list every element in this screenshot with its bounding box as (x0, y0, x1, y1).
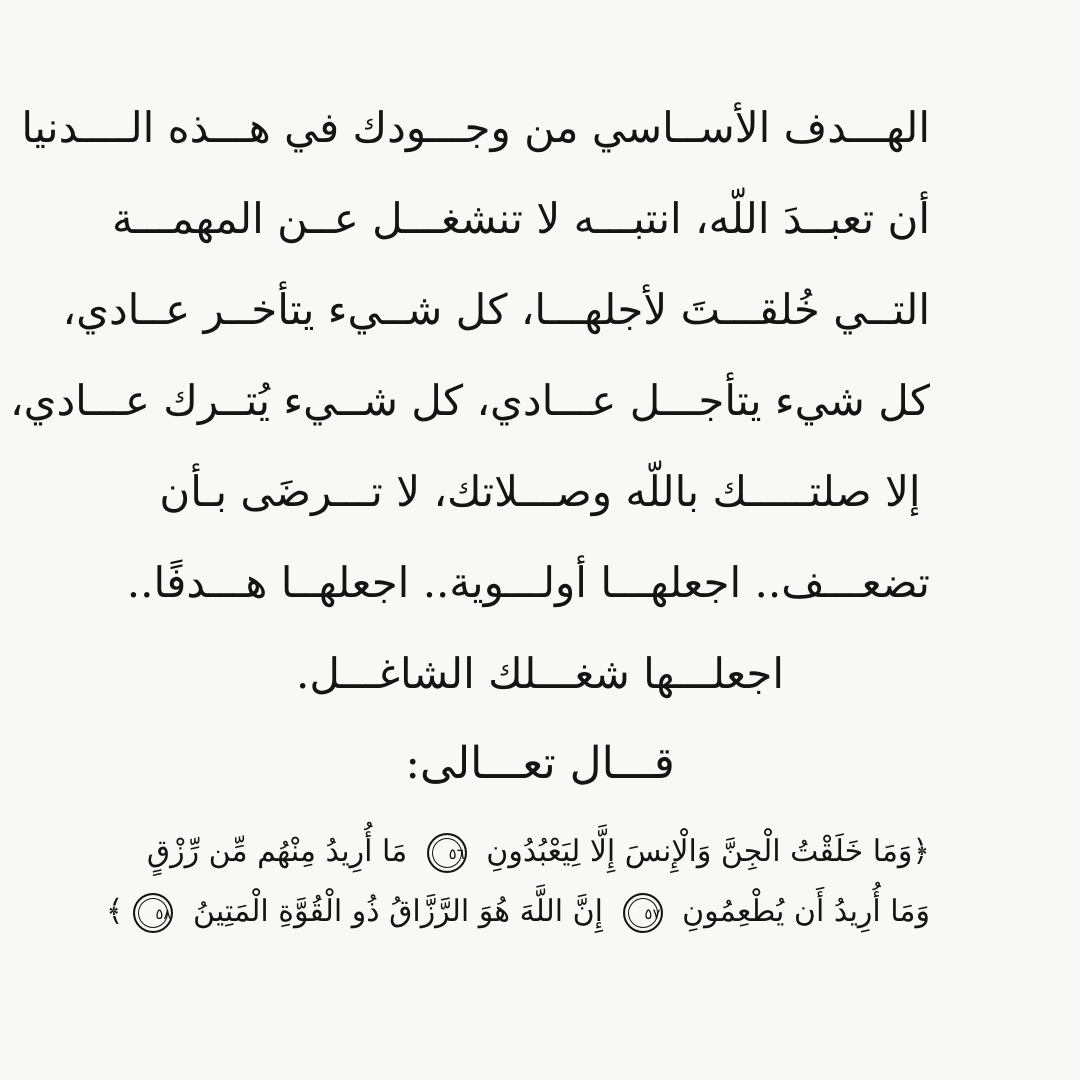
quran-line-2 (105, 882, 930, 942)
main-paragraph (10, 88, 930, 725)
paragraph-line: الهـــدف الأســاسي من وجـــودك في هـــذه الــــدنيا (21, 103, 930, 152)
paragraph-line: تضعـــف.. اجعلهـــا أولـــوية.. اجعلهــا هـــدفًا.. (126, 558, 930, 607)
verse-heading: قـــال تعـــالى: (405, 738, 675, 789)
verse-text: وَمَا أُرِيدُ أَن يُطْعِمُونِ (682, 894, 930, 929)
paragraph-line: كل شيء يتأجـــل عـــادي، كل شــيء يُتــرك عـــادي، (10, 376, 930, 425)
ayah-number-icon: ٥٦ (427, 833, 467, 873)
verse-text: مَا أُرِيدُ مِنْهُم مِّن رِّزْقٍ (146, 834, 408, 869)
ayah-number-icon: ٥٨ (133, 893, 173, 933)
paragraph-line: التــي خُلقـــتَ لأجلهـــا، كل شــيء يتأخــر عــادي، (62, 285, 930, 334)
ornate-close-bracket: ﴾ (105, 894, 124, 929)
paragraph-line: اجعلـــها شغـــلك الشاغـــل. (295, 649, 784, 698)
quran-verses (105, 822, 930, 942)
ayah-number-icon: ٥٧ (623, 893, 663, 933)
ornate-open-bracket: ﴿ (912, 834, 930, 869)
paragraph-line: إلا صلتـــــك باللّه وصـــلاتك، لا تـــرضَى بـأن (159, 467, 921, 516)
paragraph-line: أن تعبــدَ اللّه، انتبـــه لا تنشغـــل عــن المهمـــة (111, 194, 930, 243)
quran-line-1 (146, 822, 930, 882)
verse-text: إِنَّ اللَّهَ هُوَ الرَّزَّاقُ ذُو الْقُوَّةِ الْمَتِينُ (193, 894, 603, 929)
verse-text: وَمَا خَلَقْتُ الْجِنَّ وَالْإِنسَ إِلَّا لِيَعْبُدُونِ (486, 834, 913, 869)
